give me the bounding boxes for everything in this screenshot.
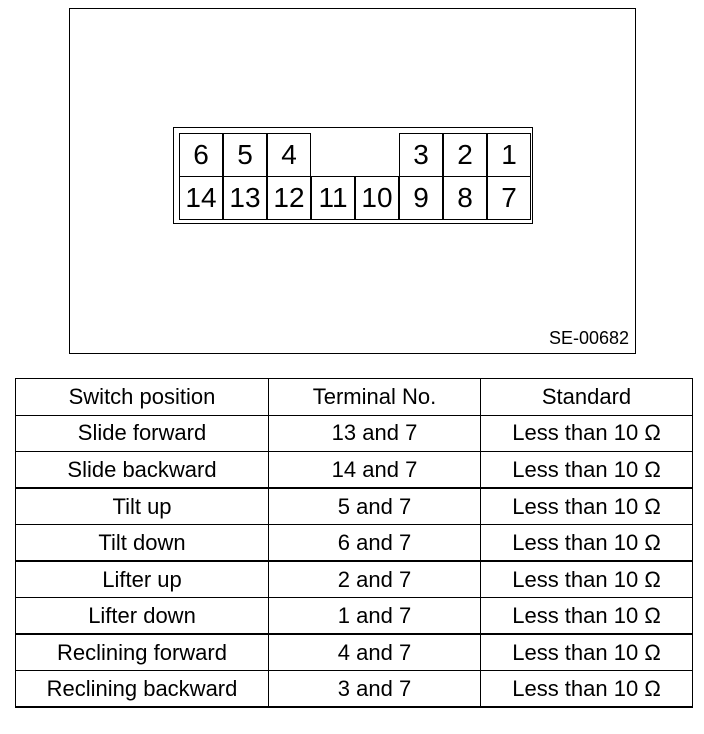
standard-cell: Less than 10 Ω bbox=[481, 561, 693, 598]
terminal-1: 1 bbox=[487, 133, 531, 177]
switch-position-cell: Slide backward bbox=[16, 452, 269, 489]
table-row bbox=[16, 525, 693, 562]
switch-position-cell: Lifter down bbox=[16, 598, 269, 635]
terminal-6: 6 bbox=[179, 133, 223, 177]
standard-cell: Less than 10 Ω bbox=[481, 598, 693, 635]
terminal-no-cell: 13 and 7 bbox=[269, 415, 481, 452]
terminal-13: 13 bbox=[223, 176, 267, 220]
terminal-11: 11 bbox=[311, 176, 355, 220]
table-header-row bbox=[16, 379, 693, 416]
terminal-blank bbox=[355, 133, 399, 177]
terminal-5: 5 bbox=[223, 133, 267, 177]
terminal-no-cell: 14 and 7 bbox=[269, 452, 481, 489]
table-row bbox=[16, 415, 693, 452]
table-row bbox=[16, 598, 693, 635]
terminal-14: 14 bbox=[179, 176, 223, 220]
terminal-no-cell: 6 and 7 bbox=[269, 525, 481, 562]
terminal-no-cell: 5 and 7 bbox=[269, 488, 481, 525]
standard-cell: Less than 10 Ω bbox=[481, 452, 693, 489]
header-standard: Standard bbox=[481, 379, 693, 416]
standard-cell: Less than 10 Ω bbox=[481, 525, 693, 562]
table-row bbox=[16, 452, 693, 489]
connector-terminal-layout bbox=[173, 127, 533, 224]
terminal-8: 8 bbox=[443, 176, 487, 220]
terminal-blank bbox=[311, 133, 355, 177]
standard-cell: Less than 10 Ω bbox=[481, 671, 693, 708]
terminal-no-cell: 3 and 7 bbox=[269, 671, 481, 708]
standard-cell: Less than 10 Ω bbox=[481, 415, 693, 452]
terminal-9: 9 bbox=[399, 176, 443, 220]
switch-resistance-table bbox=[15, 378, 693, 708]
terminal-3: 3 bbox=[399, 133, 443, 177]
terminal-12: 12 bbox=[267, 176, 311, 220]
table-row bbox=[16, 671, 693, 708]
terminal-7: 7 bbox=[487, 176, 531, 220]
switch-position-cell: Lifter up bbox=[16, 561, 269, 598]
terminal-10: 10 bbox=[355, 176, 399, 220]
header-terminal-no: Terminal No. bbox=[269, 379, 481, 416]
terminal-no-cell: 1 and 7 bbox=[269, 598, 481, 635]
standard-cell: Less than 10 Ω bbox=[481, 634, 693, 671]
figure-code: SE-00682 bbox=[548, 328, 629, 348]
header-switch-position: Switch position bbox=[16, 379, 269, 416]
table-row bbox=[16, 634, 693, 671]
terminal-2: 2 bbox=[443, 133, 487, 177]
terminal-4: 4 bbox=[267, 133, 311, 177]
terminal-no-cell: 4 and 7 bbox=[269, 634, 481, 671]
table-row bbox=[16, 561, 693, 598]
switch-position-cell: Tilt down bbox=[16, 525, 269, 562]
switch-position-cell: Reclining forward bbox=[16, 634, 269, 671]
switch-position-cell: Tilt up bbox=[16, 488, 269, 525]
switch-position-cell: Reclining backward bbox=[16, 671, 269, 708]
terminal-no-cell: 2 and 7 bbox=[269, 561, 481, 598]
table-row bbox=[16, 488, 693, 525]
switch-position-cell: Slide forward bbox=[16, 415, 269, 452]
standard-cell: Less than 10 Ω bbox=[481, 488, 693, 525]
